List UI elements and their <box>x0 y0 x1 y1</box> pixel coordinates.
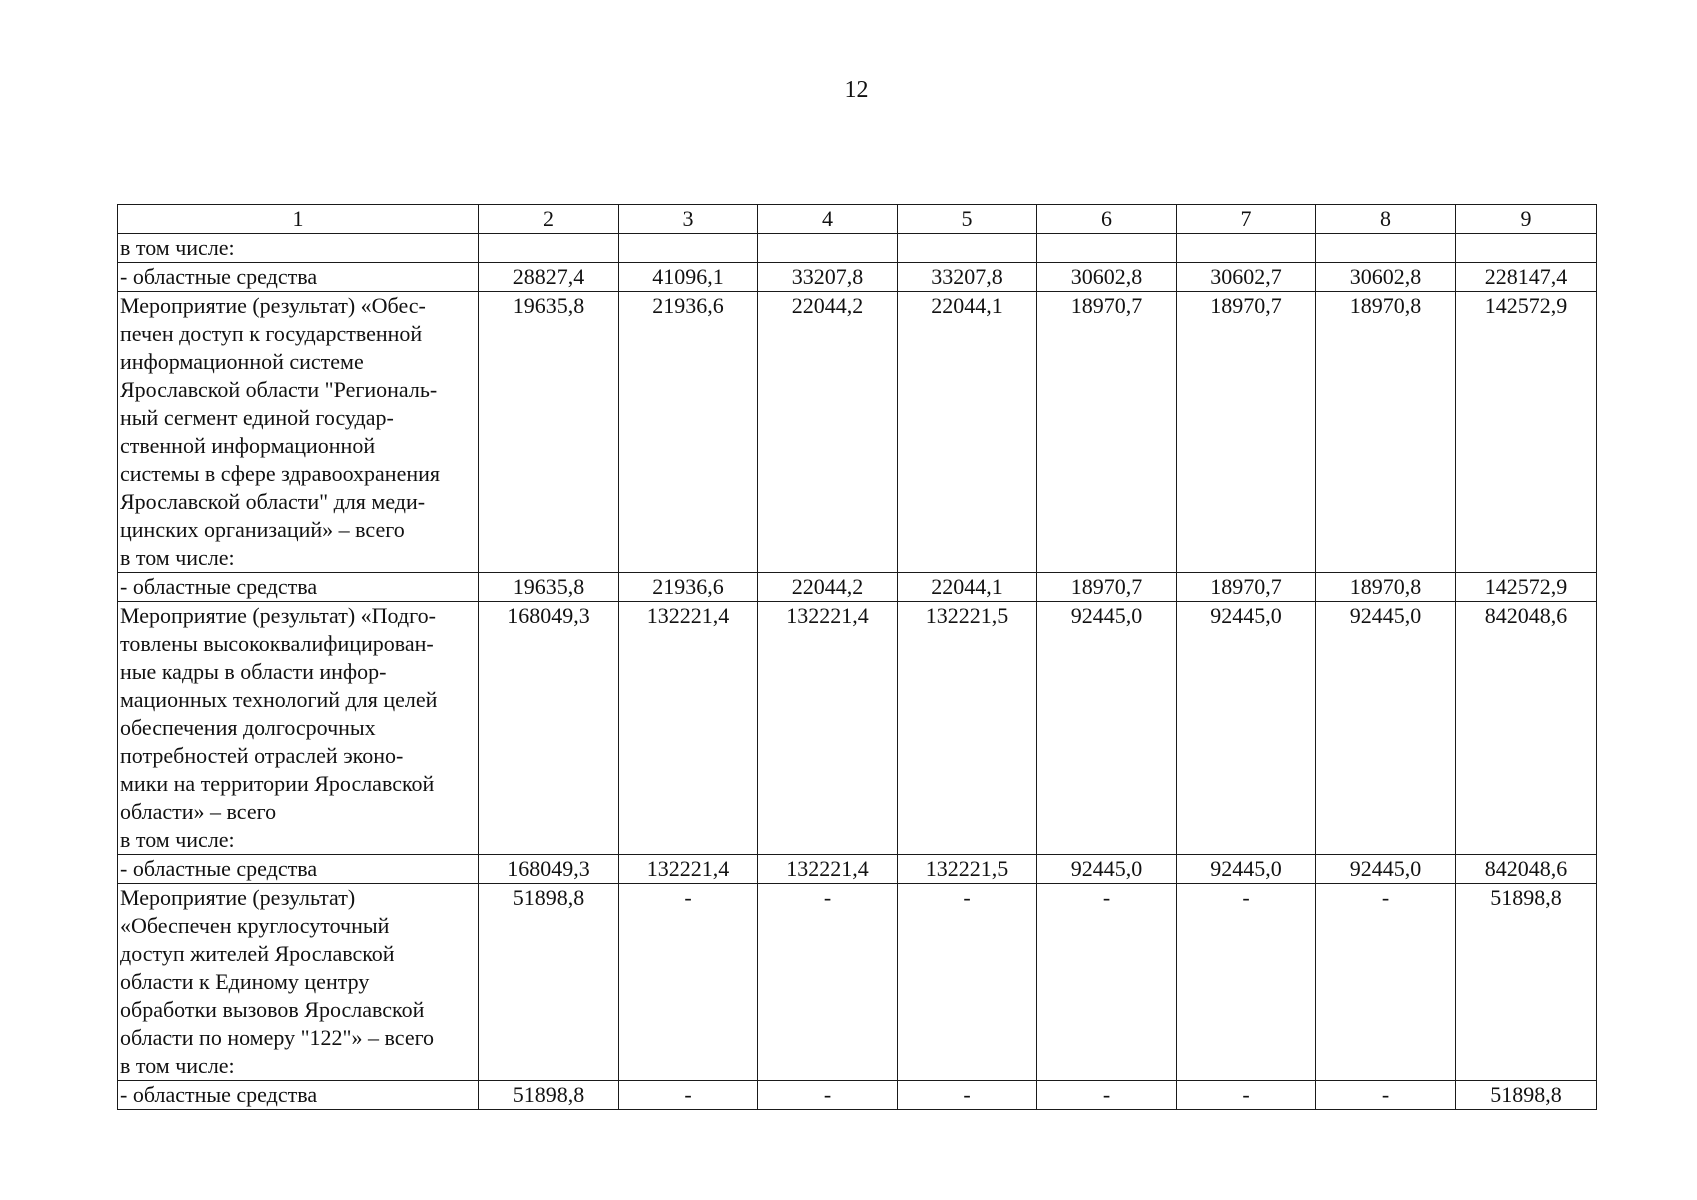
row-label-line: области по номеру "122"» – всего <box>120 1025 435 1050</box>
row-label-line: информационной системе <box>120 349 364 374</box>
value-cell: 132221,4 <box>619 855 758 884</box>
value-cell: 18970,7 <box>1177 292 1316 573</box>
value-cell: - <box>619 1081 758 1110</box>
table-row <box>118 263 1597 292</box>
row-label-line: ственной информационной <box>120 433 376 458</box>
row-label-line: области» – всего <box>120 799 277 824</box>
column-number-cell: 9 <box>1456 205 1597 234</box>
row-label-line: цинских организаций» – всего <box>120 517 405 542</box>
row-label-line: обработки вызовов Ярославской <box>120 997 425 1022</box>
value-cell: 51898,8 <box>1456 1081 1597 1110</box>
value-cell <box>1037 234 1177 263</box>
table-row <box>118 1081 1597 1110</box>
value-cell: 92445,0 <box>1037 602 1177 855</box>
value-cell: - <box>1037 884 1177 1081</box>
column-number-cell: 1 <box>118 205 479 234</box>
row-label-line: Мероприятие (результат) <box>120 885 356 910</box>
row-label-line: системы в сфере здравоохранения <box>120 461 440 486</box>
row-label-line: Ярославской области" для меди- <box>120 489 426 514</box>
value-cell: 22044,1 <box>898 292 1037 573</box>
value-cell: 22044,1 <box>898 573 1037 602</box>
value-cell: - <box>1177 1081 1316 1110</box>
value-cell: 132221,4 <box>758 855 898 884</box>
row-label-line: ные кадры в области инфор- <box>120 659 387 684</box>
value-cell: 33207,8 <box>758 263 898 292</box>
value-cell: 19635,8 <box>479 292 619 573</box>
row-label-line: в том числе: <box>120 1053 235 1078</box>
value-cell: 41096,1 <box>619 263 758 292</box>
value-cell: 132221,5 <box>898 855 1037 884</box>
row-label-line: Мероприятие (результат) «Обес- <box>120 293 426 318</box>
value-cell: 92445,0 <box>1316 602 1456 855</box>
page-number: 12 <box>844 77 869 103</box>
row-label-line: Ярославской области "Региональ- <box>120 377 438 402</box>
row-label-cell <box>118 263 479 292</box>
value-cell: 132221,4 <box>619 602 758 855</box>
row-label-cell <box>118 1081 479 1110</box>
column-number-cell: 7 <box>1177 205 1316 234</box>
value-cell: 22044,2 <box>758 573 898 602</box>
value-cell: 28827,4 <box>479 263 619 292</box>
value-cell: 18970,7 <box>1037 573 1177 602</box>
row-label-line: области к Единому центру <box>120 969 370 994</box>
budget-table-body <box>118 205 1597 1110</box>
budget-table <box>117 204 1597 1110</box>
value-cell: 142572,9 <box>1456 292 1597 573</box>
row-label-line: - областные средства <box>120 856 318 881</box>
value-cell: 30602,8 <box>1316 263 1456 292</box>
value-cell: 228147,4 <box>1456 263 1597 292</box>
row-label-cell <box>118 602 479 855</box>
value-cell <box>758 234 898 263</box>
table-row <box>118 292 1597 573</box>
column-number-cell: 5 <box>898 205 1037 234</box>
value-cell: 51898,8 <box>479 884 619 1081</box>
row-label-line: ный сегмент единой государ- <box>120 405 394 430</box>
column-number-cell: 4 <box>758 205 898 234</box>
value-cell <box>1316 234 1456 263</box>
value-cell: 842048,6 <box>1456 855 1597 884</box>
row-label-line: потребностей отраслей эконо- <box>120 743 404 768</box>
value-cell: 18970,7 <box>1037 292 1177 573</box>
value-cell: 51898,8 <box>1456 884 1597 1081</box>
value-cell <box>898 234 1037 263</box>
table-row <box>118 884 1597 1081</box>
column-number-row <box>118 205 1597 234</box>
value-cell: 842048,6 <box>1456 602 1597 855</box>
table-row <box>118 573 1597 602</box>
row-label-line: «Обеспечен круглосуточный <box>120 913 390 938</box>
row-label-line: - областные средства <box>120 1082 318 1107</box>
row-label-line: Мероприятие (результат) «Подго- <box>120 603 436 628</box>
value-cell: 51898,8 <box>479 1081 619 1110</box>
value-cell: - <box>619 884 758 1081</box>
row-label-line: в том числе: <box>120 235 235 260</box>
value-cell: 19635,8 <box>479 573 619 602</box>
row-label-line: мики на территории Ярославской <box>120 771 435 796</box>
column-number-cell: 6 <box>1037 205 1177 234</box>
row-label-line: - областные средства <box>120 264 318 289</box>
value-cell: 142572,9 <box>1456 573 1597 602</box>
value-cell: 18970,7 <box>1177 573 1316 602</box>
value-cell <box>1177 234 1316 263</box>
value-cell: - <box>1316 884 1456 1081</box>
column-number-cell: 3 <box>619 205 758 234</box>
column-number-cell: 8 <box>1316 205 1456 234</box>
value-cell: 92445,0 <box>1177 602 1316 855</box>
value-cell: - <box>898 884 1037 1081</box>
row-label-line: в том числе: <box>120 827 235 852</box>
row-label-line: в том числе: <box>120 545 235 570</box>
value-cell: 168049,3 <box>479 602 619 855</box>
value-cell: 92445,0 <box>1316 855 1456 884</box>
value-cell: 18970,8 <box>1316 292 1456 573</box>
value-cell: 21936,6 <box>619 573 758 602</box>
row-label-line: обеспечения долгосрочных <box>120 715 376 740</box>
column-number-cell: 2 <box>479 205 619 234</box>
value-cell: 30602,7 <box>1177 263 1316 292</box>
row-label-cell <box>118 234 479 263</box>
table-row <box>118 855 1597 884</box>
value-cell: - <box>1037 1081 1177 1110</box>
value-cell: - <box>758 884 898 1081</box>
value-cell: 168049,3 <box>479 855 619 884</box>
table-row <box>118 602 1597 855</box>
value-cell: 132221,4 <box>758 602 898 855</box>
value-cell: 21936,6 <box>619 292 758 573</box>
row-label-line: - областные средства <box>120 574 318 599</box>
value-cell: - <box>1177 884 1316 1081</box>
row-label-cell <box>118 292 479 573</box>
value-cell: - <box>1316 1081 1456 1110</box>
value-cell <box>619 234 758 263</box>
value-cell: - <box>898 1081 1037 1110</box>
value-cell <box>1456 234 1597 263</box>
row-label-cell <box>118 884 479 1081</box>
value-cell: - <box>758 1081 898 1110</box>
row-label-cell <box>118 573 479 602</box>
value-cell: 92445,0 <box>1037 855 1177 884</box>
value-cell: 33207,8 <box>898 263 1037 292</box>
value-cell <box>479 234 619 263</box>
row-label-line: доступ жителей Ярославской <box>120 941 395 966</box>
value-cell: 22044,2 <box>758 292 898 573</box>
value-cell: 18970,8 <box>1316 573 1456 602</box>
table-row <box>118 234 1597 263</box>
value-cell: 92445,0 <box>1177 855 1316 884</box>
row-label-cell <box>118 855 479 884</box>
value-cell: 132221,5 <box>898 602 1037 855</box>
row-label-line: печен доступ к государственной <box>120 321 423 346</box>
value-cell: 30602,8 <box>1037 263 1177 292</box>
row-label-line: мационных технологий для целей <box>120 687 438 712</box>
row-label-line: товлены высококвалифицирован- <box>120 631 434 656</box>
